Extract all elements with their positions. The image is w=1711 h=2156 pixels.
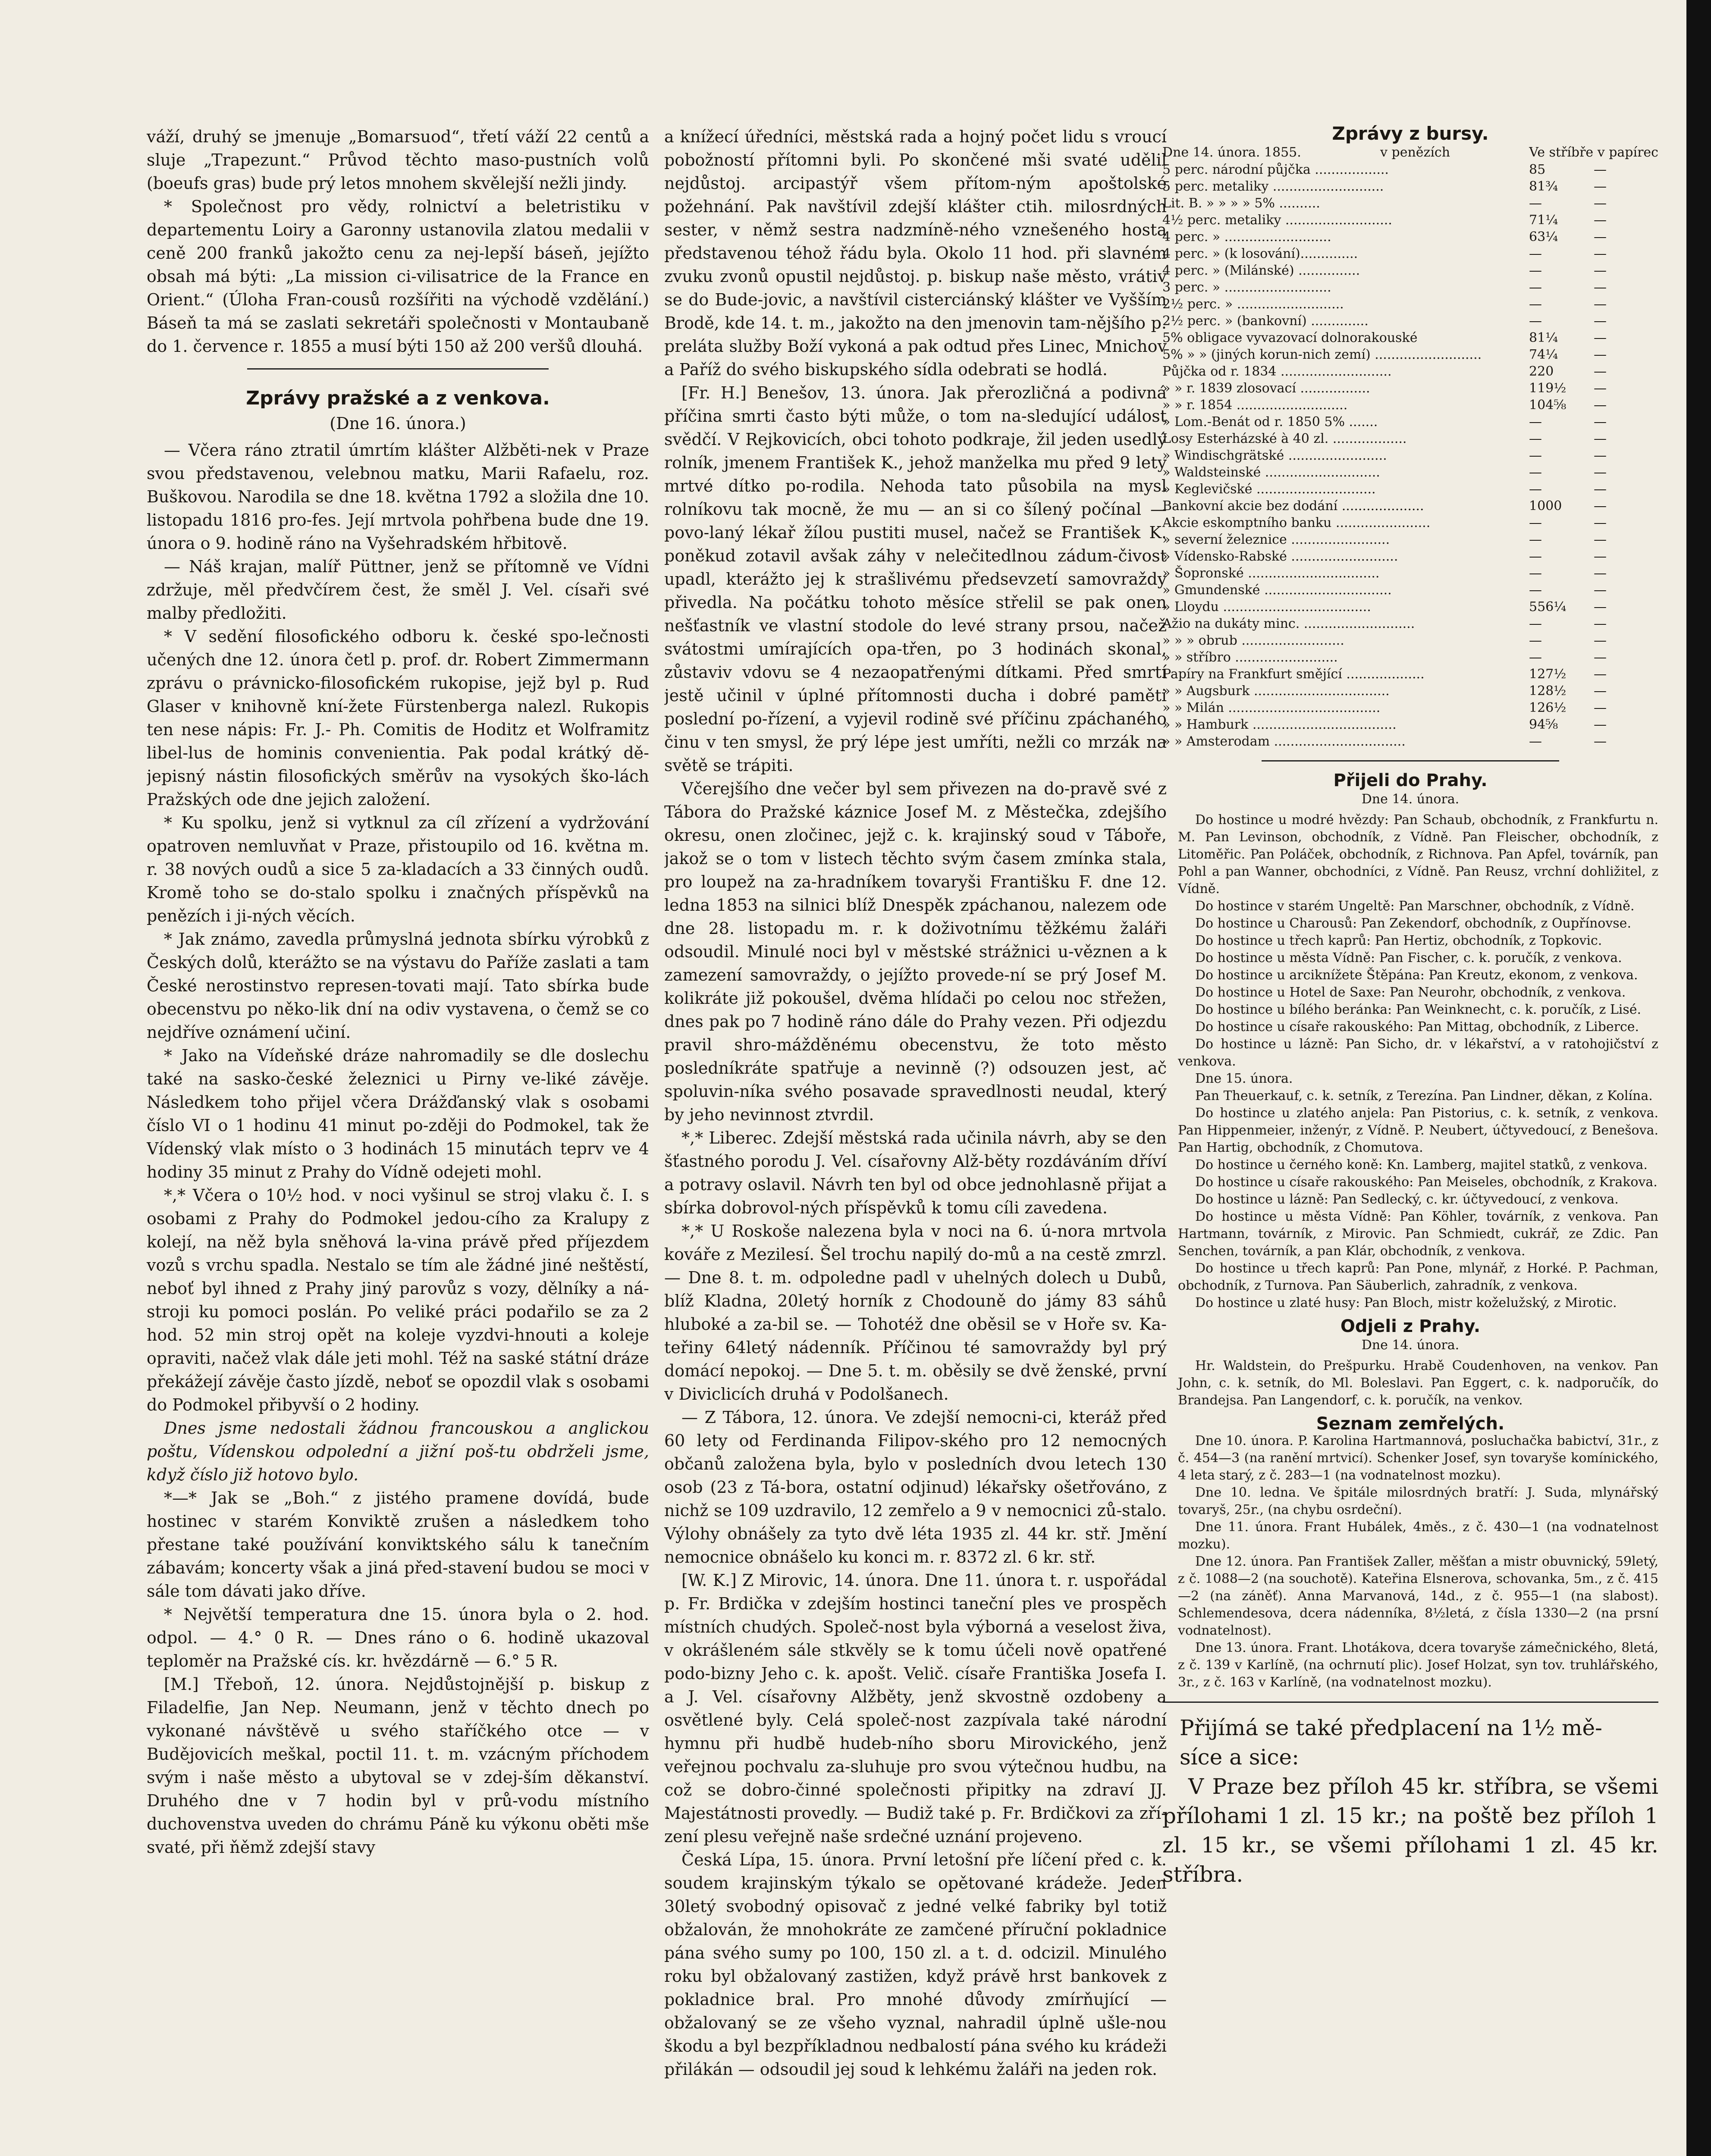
bursa-value-paper: —	[1529, 515, 1542, 530]
bursa-value-paper: —	[1529, 734, 1542, 749]
bursa-row-label: » Gmundenské ...............................	[1162, 583, 1392, 598]
bursa-value-paper: —	[1529, 482, 1542, 497]
paragraph: *—* Jak se „Boh.“ z jistého pramene dovídá, bude hostinec v starém Konviktě zrušen a následkem toho přestane také používání konviktského sálu k tanečním zábavám; koncerty však a jiná před-stavení budou se moci v sále tom dávati jako dříve.	[147, 1489, 649, 1601]
bursa-value-paper: —	[1529, 297, 1542, 312]
arrival-entry: Do hostince u Hotel de Saxe: Pan Neurohr, obchodník, z venkova.	[1195, 985, 1626, 1000]
bursa-value-paper: 127½	[1529, 667, 1567, 682]
bursa-row-label: 2½ perc. » (bankovní) ..............	[1162, 313, 1369, 329]
bursa-value-paper: 1000	[1529, 498, 1562, 514]
arrival-entry: Do hostince u třech kaprů: Pan Pone, mlynář, z Horké. P. Pachman, obchodník, z Turnova. Pan Säuberlich, zahradník, z venkova.	[1178, 1261, 1658, 1293]
bursa-row	[1162, 699, 1658, 716]
bursa-row	[1162, 262, 1658, 279]
departures-date: Dne 14. února.	[1361, 1338, 1460, 1353]
bursa-row-label: 2½ perc. » ..........................	[1162, 297, 1344, 312]
column-right	[1162, 125, 1658, 2156]
paragraph: * Ku spolku, jenž si vytknul za cíl zřízení a vydržování opatroven nemluvňat v Praze, přistoupilo od 16. května m. r. 38 nových oudů a sice 5 za-kladacích a 33 činných oudů. Kromě toho se do-stalo spolku i značných příspěvků na penězích i ji-ných věcích.	[147, 813, 649, 925]
bursa-col-paper: v penězích	[1380, 145, 1450, 160]
arrival-entry: Do hostince u lázně: Pan Sedlecký, c. kr. účtyvedoucí, z venkova.	[1195, 1192, 1619, 1207]
bursa-row	[1162, 565, 1658, 582]
bursa-value-paper: —	[1529, 650, 1542, 665]
column-left	[147, 125, 649, 2156]
bursa-row-label: » Vídensko-Rabské ..........................	[1162, 549, 1398, 564]
deaths-list	[1162, 1432, 1658, 1691]
bursa-value-paper: —	[1529, 246, 1542, 261]
bursa-value-silver: —	[1594, 465, 1607, 480]
bursa-value-paper: 81¾	[1529, 179, 1558, 194]
death-entry: Dne 10. ledna. Ve špitále milosrdných bratří: J. Suda, mlynářský tovaryš, 25r., (na chybu osrdeční).	[1178, 1485, 1658, 1517]
bursa-value-paper: —	[1529, 263, 1542, 278]
bursa-row-label: Papíry na Frankfurt smějící ...................	[1162, 667, 1425, 682]
bursa-value-silver: —	[1594, 616, 1607, 631]
arrival-entry: Do hostince u města Vídně: Pan Fischer, c. k. poručík, z venkova.	[1195, 950, 1622, 965]
bursa-row-label: Akcie eskomptního banku .......................	[1162, 515, 1431, 530]
bursa-row-label: 4 perc. » (Milánské) ...............	[1162, 263, 1360, 278]
column-middle	[664, 125, 1167, 2156]
bursa-col-silver: Ve stříbře v papírec	[1529, 145, 1658, 160]
paragraph: [M.] Třeboň, 12. února. Nejdůstojnější p. biskup z Filadelfie, Jan Nep. Neumann, jenž v těchto dnech po vykonané návštěvě u svého staříčkého otce — v Budějovicích meškal, poctil 11. t. m. vzácným příchodem svým i naše město a ubytoval se v zdej-ším děkanství. Druhého dne v 7 hodin byl v prů-vodu místního duchovenstva uveden do chrámu Páně ku výkonu oběti mše svaté, při ňěmž zdejší stavy	[147, 1675, 649, 1857]
bursa-row	[1162, 582, 1658, 599]
paragraph: *,* Liberec. Zdejší městská rada učinila návrh, aby se den šťastného porodu J. Vel. císařovny Alž-běty rozdáváním dříví a potravy oslavil. Návrh ten byl od obce jednohlasně přijat a sbírka dobrovol-ných příspěvků k tomu cíli zavedena.	[664, 1128, 1167, 1217]
bursa-value-paper: 104⅝	[1529, 398, 1567, 413]
bursa-row-label: Ažio na dukáty minc. ...........................	[1162, 616, 1415, 631]
paragraph: — Včera ráno ztratil úmrtím klášter Alžběti-nek v Praze svou představenou, velebnou matku, Marii Rafaelu, roz. Buškovou. Narodila se dne 18. května 1792 a složila dne 10. listopadu 1816 pro-fes. Její mrtvola pohřbena bude dne 19. února o 9. hodině ráno na Vyšehradském hřbitově.	[147, 441, 649, 553]
bursa-value-silver: —	[1594, 246, 1607, 261]
bursa-row-label: Lit. B. » » » » 5% ..........	[1162, 196, 1320, 211]
bursa-value-silver: —	[1594, 313, 1607, 329]
arrival-entry: Dne 15. února.	[1195, 1071, 1293, 1086]
bursa-value-paper: —	[1529, 280, 1542, 295]
paragraph: — Z Tábora, 12. února. Ve zdejší nemocni-ci, kteráž před 60 lety od Ferdinanda Filipov-ského pro 12 nemocných občanů založena byla, bylo v posledních dvou letech 130 osob (23 z Tá-bora, ostatní odjinud) lékařsky ošetřováno, z nichž se 109 uzdravilo, 12 zemřelo a 9 v nemocnici zů-stalo. Výlohy obnášely za tyto dvě léta 1935 zl. 44 kr. stř. Jmění nemocnice obnášelo ku konci m. r. 8372 zl. 6 kr. stř.	[664, 1408, 1167, 1567]
bursa-value-paper: —	[1529, 633, 1542, 648]
arrival-entry: Do hostince u zlatého anjela: Pan Pistorius, c. k. setník, z venkova. Pan Hippenmeier, inženýr, z Vídně. P. Neubert, účtyvedoucí, z Benešova. Pan Hartig, obchodník, z Chomutova.	[1178, 1106, 1658, 1155]
bursa-value-silver: —	[1594, 482, 1607, 497]
bursa-value-paper: 128½	[1529, 683, 1567, 699]
bursa-row-label: » Lom.-Benát od r. 1850 5% .......	[1162, 414, 1378, 429]
bursa-row-label: » severní železnice ........................	[1162, 532, 1390, 547]
bursa-value-silver: —	[1594, 700, 1607, 715]
paragraph: — Náš krajan, malíř Püttner, jenž se přítomně ve Vídni zdržuje, měl předvčírem čest, že směl J. Vel. císaři své malby předložiti.	[147, 557, 649, 623]
subscription-prices: V Praze bez příloh 45 kr. stříbra, se všemi přílohami 1 zl. 15 kr.; na poště bez příloh 1 zl. 15 kr., se všemi přílohami 1 zl. 45 kr. stříbra.	[1162, 1774, 1658, 1887]
bursa-value-paper: —	[1529, 448, 1542, 463]
paragraph: Česká Lípa, 15. února. První letošní pře líčení před c. k. soudem krajinským týkalo se opětované krádeže. Jeden 30letý svobodný opisovač z jedné velké fabriky byl totiž obžalován, že mnohokráte ze zamčené příruční pokladnice pána svého sumy po 100, 150 zl. a t. d. odcizil. Minulého roku byl obžalovaný zastižen, když právě hrst bankovek z pokladnice bral. Pro mnohé důvody zmírňující — obžalovaný se ze všeho vyznal, nahradil úplně ušle-nou škodu a byl bezpříkladnou nedbalostí pána svého ku krádeži přilákán — odsoudil jej soud k lehkému žaláři na jeden rok.	[664, 1850, 1167, 2079]
paragraph: * Jako na Vídeňské dráze nahromadily se dle doslechu také na sasko-české železnici u Pirny ve-liké závěje. Následkem toho přijel včera Drážďanský vlak s osobami číslo VI o 1 hodinu 41 minut po-zději do Podmokel, tak že Vídenský vlak místo o 3 hodinách 15 minutách teprv ve 4 hodiny 35 minut z Prahy do Vídně odejeti mohl.	[147, 1046, 649, 1181]
bursa-row	[1162, 649, 1658, 666]
bursa-row	[1162, 245, 1658, 262]
bursa-row	[1162, 683, 1658, 699]
paragraph: [W. K.] Z Mirovic, 14. února. Dne 11. února t. r. uspořádal p. Fr. Brdička v zdejším hostinci taneční ples ve prospěch místních chudých. Společ-nost byla výborná a veselost živa, v okrášleném sále stkvěly se k tomu účeli nově opatřené podo-bizny Jeho c. k. apošt. Velič. císaře Františka Josefa I. a J. Vel. císařovny Alžběty, jenž skvostně ozdobeny a osvětlené byly. Celá společ-nost zazpívala také národní hymnu při hudbě hudeb-ního sboru Mirovického, jenž veřejnou pochvalu za-sluhuje pro svou výtečnou hudbu, na což se dobro-činné společnosti připitky na zdraví JJ. Majestátnosti provedly. — Budiž také p. Fr. Brdičkovi za zří-zení plesu veřejně naše srdečné uznání projeveno.	[664, 1571, 1167, 1846]
bursa-value-paper: —	[1529, 616, 1542, 631]
bursa-row-label: 5% » » (jiných korun-nich zemí) ..........................	[1162, 347, 1482, 362]
bursa-value-silver: —	[1594, 549, 1607, 564]
subscription-line1: Přijímá se také předplacení na 1½ mě-	[1180, 1715, 1602, 1740]
bursa-value-paper: 85	[1529, 162, 1546, 177]
bursa-row	[1162, 195, 1658, 212]
paragraph: *,* Včera o 10½ hod. v noci vyšinul se stroj vlaku č. I. s osobami z Prahy do Podmokel jedou-cího za Kralupy z kolejí, na něž byla sněhová la-vina právě před příjezdem vozů s vrchu spadla. Nestalo se tím ale žádné jiné neštěstí, neboť byl ihned z Prahy jiný parovůz s vozy, dělníky a ná-stroji ku pomoci poslán. Po veliké práci podařilo se za 2 hod. 52 min stroj opět na koleje vyzdvi-hnouti a koleje opraviti, načež vlak dále jeti mohl. Též na saské státní dráze překážejí závěje často jízdě, neboť se opozdil vlak s osobami do Podmokel přibyvší o 2 hodiny.	[147, 1186, 649, 1414]
bursa-value-paper: —	[1529, 414, 1542, 429]
death-entry: Dne 11. února. Frant Hubálek, 4měs., z č. 430—1 (na vodnatelnost mozku).	[1178, 1520, 1658, 1552]
bursa-value-paper: —	[1529, 549, 1542, 564]
bursa-value-silver: —	[1594, 263, 1607, 278]
bursa-row	[1162, 178, 1658, 195]
bursa-row	[1162, 296, 1658, 313]
bursa-row-label: Losy Esterházské à 40 zl. ..................	[1162, 431, 1407, 446]
bursa-row	[1162, 666, 1658, 683]
death-entry: Dne 13. února. Frant. Lhotákova, dcera tovaryše zámečnického, 8letá, z č. 139 v Karlíně, (na ochrnutí plic). Josef Holzat, syn tov. truhlářského, 3r., z č. 163 v Karlíně, (na vodnatelnost mozku).	[1178, 1640, 1658, 1690]
bursa-row-label: » » Augsburk .................................	[1162, 683, 1390, 699]
bursa-row	[1162, 212, 1658, 229]
bursa-value-silver: —	[1594, 448, 1607, 463]
bursa-header-row	[1162, 144, 1658, 161]
bursa-row	[1162, 363, 1658, 380]
bursa-row-label: » Lloydu ....................................	[1162, 599, 1371, 614]
bursa-value-silver: —	[1594, 297, 1607, 312]
bursa-row-label: » » Milán .....................................	[1162, 700, 1381, 715]
arrivals-list	[1162, 812, 1658, 1312]
bursa-value-silver: —	[1594, 532, 1607, 547]
arrival-entry: Do hostince u města Vídně: Pan Köhler, továrník, z venkova. Pan Hartmann, továrník, z Mirovic. Pan Schmiedt, cukrář, ze Zdic. Pan Senchen, továrník, a pan Klár, obchodník, z venkova.	[1178, 1209, 1658, 1259]
bursa-value-paper: —	[1529, 196, 1542, 211]
bursa-value-paper: —	[1529, 583, 1542, 598]
bursa-value-paper: 71¼	[1529, 213, 1558, 228]
bursa-value-paper: 74¼	[1529, 347, 1558, 362]
arrival-entry: Pan Theuerkauf, c. k. setník, z Terezína. Pan Lindner, děkan, z Kolína.	[1195, 1088, 1653, 1103]
bursa-value-silver: —	[1594, 398, 1607, 413]
paragraph: a knížecí úředníci, městská rada a hojný počet lidu s vroucí pobožností přítomni byli. Po skončené mši svaté udělil nejdůstoj. arcipastýř všem přítom-ným apoštolské požehnání. Pak navštívil zdejší klášter ctih. milosrdných sester, v němž sestra nadzmíně-ného vznešeného hosta představenou téhož řádu byla. Okolo 11 hod. při slavném zvuku zvonů opustil nejdůstoj. p. biskup naše město, vrátiv se do Bude-jovic, a navštívil cisterciánský klášter ve Vyšším Brodě, kde 14. t. m., jakožto na den jmenovin tam-nějšího p. preláta služby Boží vykoná a pak odtud přes Linec, Mnichov a Paříž do svého biskupského sídla odebrati se hodlá.	[664, 127, 1167, 379]
bursa-row-label: » Waldsteinské ............................	[1162, 465, 1380, 480]
bursa-row-label: » » stříbro .........................	[1162, 650, 1338, 665]
arrival-entry: Do hostince u bílého beránka: Pan Weinknecht, c. k. poručík, z Lisé.	[1195, 1002, 1642, 1017]
bursa-value-silver: —	[1594, 330, 1607, 345]
bursa-row	[1162, 447, 1658, 464]
arrival-entry: Do hostince u modré hvězdy: Pan Schaub, obchodník, z Frankfurtu n. M. Pan Levinson, obchodník, z Vídně. Pan Fleischer, obchodník, z Litoměřic. Pan Poláček, obchodník, z Richnova. Pan Apfel, továrník, pan Pohl a pan Wanner, obchodníci, z Vídně. Pan Reusz, vrchní dohližitel, z Vídně.	[1178, 812, 1658, 896]
bursa-row	[1162, 397, 1658, 414]
bursa-value-paper: 94⅝	[1529, 717, 1558, 732]
bursa-value-silver: —	[1594, 196, 1607, 211]
bursa-row-label: Bankovní akcie bez dodání ....................	[1162, 498, 1424, 514]
bursa-row	[1162, 531, 1658, 548]
paragraph: * Jak známo, zavedla průmyslná jednota sbírku výrobků z Českých dolů, kterážto se na výstavu do Paříže zaslati a tam České nerostinstvo represen-tovati mají. Tato sbírka bude obecenstvu po něko-lik dní na odiv vystavena, o čemž se co nejdříve oznámení učiní.	[147, 930, 649, 1042]
arrival-entry: Do hostince u třech kaprů: Pan Hertiz, obchodník, z Topkovic.	[1195, 933, 1602, 948]
bursa-value-silver: —	[1594, 347, 1607, 362]
bursa-value-silver: —	[1594, 229, 1607, 244]
bursa-value-silver: —	[1594, 650, 1607, 665]
bursa-row-label: 3 perc. » ..........................	[1162, 280, 1331, 295]
bursa-value-silver: —	[1594, 566, 1607, 581]
subscription-line2: síce a sice:	[1180, 1745, 1299, 1770]
bursa-row-label: » Keglevičské .............................	[1162, 482, 1376, 497]
arrivals-date: Dne 14. února.	[1361, 792, 1460, 807]
bursa-row	[1162, 329, 1658, 346]
paragraph: * Společnost pro vědy, rolnictví a beletristiku v departementu Loiry a Garonny ustanovila zlatou medalii v ceně 200 franků jakožto cenu za nej-lepší báseň, jejížto obsah má býti: „La mission ci-vilisatrice de la France en Orient.“ (Úloha Fran-cousů rozšířiti na východě vzdělání.) Báseň ta má se zaslati sekretáři společnosti v Montaubaně do 1. července r. 1855 a musí býti 150 až 200 veršů dlouhá.	[147, 197, 649, 356]
bursa-value-paper: 556¼	[1529, 599, 1567, 614]
bursa-row	[1162, 279, 1658, 296]
bursa-row	[1162, 632, 1658, 649]
bursa-row-label: 4 perc. » (k losování)..............	[1162, 246, 1358, 261]
arrival-entry: Do hostince u arciknížete Štěpána: Pan Kreutz, ekonom, z venkova.	[1195, 968, 1638, 983]
bursa-value-silver: —	[1594, 280, 1607, 295]
bursa-value-silver: —	[1594, 583, 1607, 598]
bursa-value-silver: —	[1594, 431, 1607, 446]
paragraph: *,* U Roskoše nalezena byla v noci na 6. ú-nora mrtvola kováře z Mezilesí. Šel trochu napilý do-mů a na cestě zmrzl. — Dne 8. t. m. odpoledne padl v uhelných dolech u Dubů, blíž Kladna, 20letý horník z Chodouně do jámy 83 sáhů hluboké a za-bil se. — Tohotéž dne oběsil se v Hoře sv. Ka-teřiny 64letý nádenník. Příčinou té samovraždy byl prý domácí nepokoj. — Dne 5. t. m. oběsily se dvě ženské, první v Diviclicích druhá v Podolšanech.	[664, 1222, 1167, 1404]
bursa-value-paper: 63¼	[1529, 229, 1558, 244]
section-rule	[1262, 760, 1559, 761]
arrival-entry: Do hostince u lázně: Pan Sicho, dr. v lékařství, a v ratohojičství z venkova.	[1178, 1037, 1658, 1069]
section-rule	[1162, 1702, 1658, 1703]
bursa-row-label: » » r. 1854 ...........................	[1162, 398, 1348, 413]
bursa-row	[1162, 161, 1658, 178]
bursa-value-paper: 220	[1529, 364, 1554, 379]
bursa-value-silver: —	[1594, 633, 1607, 648]
bursa-row	[1162, 464, 1658, 481]
bursa-value-paper: 119½	[1529, 381, 1567, 396]
bursa-row	[1162, 498, 1658, 514]
section-rule	[247, 368, 549, 370]
bursa-value-silver: —	[1594, 734, 1607, 749]
bursa-value-silver: —	[1594, 498, 1607, 514]
bursa-row-label: 4 perc. » ..........................	[1162, 229, 1331, 244]
section-date: (Dne 16. února.)	[330, 414, 466, 433]
bursa-value-paper: —	[1529, 532, 1542, 547]
bursa-value-silver: —	[1594, 162, 1607, 177]
bursa-row	[1162, 548, 1658, 565]
bursa-row	[1162, 716, 1658, 733]
bursa-value-silver: —	[1594, 414, 1607, 429]
bursa-date: Dne 14. února. 1855.	[1162, 145, 1301, 160]
bursa-row	[1162, 430, 1658, 447]
bursa-row-label: » » » obrub .........................	[1162, 633, 1344, 648]
bursa-row	[1162, 229, 1658, 245]
bursa-row	[1162, 481, 1658, 498]
bursa-value-silver: —	[1594, 717, 1607, 732]
arrival-entry: Do hostince u černého koně: Kn. Lamberg, majitel statků, z venkova.	[1195, 1157, 1648, 1172]
paragraph: * Největší temperatura dne 15. února byla o 2. hod. odpol. — 4.° 0 R. — Dnes ráno o 6. hodině ukazoval teploměr na Pražské cís. kr. hvězdárně — 6.° 5 R.	[147, 1605, 649, 1670]
bursa-value-paper: —	[1529, 313, 1542, 329]
bursa-value-silver: —	[1594, 381, 1607, 396]
page-edge-shadow	[1686, 0, 1711, 2156]
bursa-row-label: » Windischgrätské ........................	[1162, 448, 1387, 463]
bursa-row-label: 4½ perc. metaliky ..........................	[1162, 213, 1392, 228]
bursa-row	[1162, 313, 1658, 329]
departures-text: Hr. Waldstein, do Prešpurku. Hrabě Coudenhoven, na venkov. Pan John, c. k. setník, do Ml. Boleslavi. Pan Eggert, c. k. nadporučík, do Brandejsa. Pan Langendorf, c. k. poručík, na venkov.	[1178, 1358, 1658, 1408]
bursa-row	[1162, 380, 1658, 397]
arrival-entry: Do hostince u zlaté husy: Pan Bloch, mistr koželužský, z Mirotic.	[1195, 1295, 1617, 1310]
bursa-row-label: » » r. 1839 zlosovací .................	[1162, 381, 1370, 396]
death-entry: Dne 12. února. Pan František Zaller, měšťan a mistr obuvnický, 59letý, z č. 1088—2 (na souchotě). Kateřina Elsnerova, schovanka, 5m., z č. 415—2 (na záněť). Anna Marvanová, 14d., z č. 955—1 (na slabost). Schlemendesova, dcera nádenníka, 8½letá, z čísla 1330—2 (na prsní vodnatelnost).	[1178, 1554, 1658, 1638]
arrival-entry: Do hostince u Charousů: Pan Zekendorf, obchodník, z Oupřínovse.	[1195, 916, 1631, 931]
bursa-row-label: » Šopronské ................................	[1162, 566, 1380, 581]
bursa-value-silver: —	[1594, 179, 1607, 194]
departures-title: Odjeli z Prahy.	[1340, 1316, 1481, 1336]
arrival-entry: Do hostince v starém Ungeltě: Pan Marschner, obchodník, z Vídně.	[1195, 899, 1635, 914]
bursa-table	[1162, 161, 1658, 750]
paragraph: Dnes jsme nedostali žádnou francouskou a anglickou poštu, Vídenskou odpolední a jižní poš-tu obdrželi jsme, když číslo již hotovo bylo.	[147, 1419, 649, 1484]
arrival-entry: Do hostince u císaře rakouského: Pan Meiseles, obchodník, z Krakova.	[1195, 1175, 1658, 1190]
bursa-row	[1162, 514, 1658, 531]
bursa-row-label: » » Amsterodam ................................	[1162, 734, 1406, 749]
bursa-value-paper: 81¼	[1529, 330, 1558, 345]
arrivals-title: Přijeli do Prahy.	[1333, 771, 1488, 790]
bursa-value-silver: —	[1594, 683, 1607, 699]
bursa-row-label: 5 perc. národní půjčka ..................	[1162, 162, 1389, 177]
bursa-value-paper: 126½	[1529, 700, 1567, 715]
bursa-value-silver: —	[1594, 364, 1607, 379]
bursa-row	[1162, 599, 1658, 615]
deaths-title: Seznam zemřelých.	[1316, 1414, 1505, 1434]
paragraph: [Fr. H.] Benešov, 13. února. Jak přerozličná a podivná příčina smrti často býti může, o tom na-sledující událost svědčí. V Rejkovicích, obci tohoto podkraje, žil jeden usedlý rolník, jmenem František K., jehož manželka mu před 9 lety mrtvé dítko po-rodila. Nehoda tato působila na mysl rolníkovu tak mocně, že mu — an si co šílený počínal — povo-laný lékař žílou pustiti musel, načež se František K. poněkud zotavil avšak záhy v nelečitedlnou zádum-čivost upadl, kterážto jej k strašlivému předsevzetí samovraždy přivedla. Na počátku tohoto měsíce střelil se pak onen nešťastník ve vlastní stodole do levé strany prsou, načež svátostmi umírajících opa-třen, po 3 hodinách skonal, zůstaviv vdovu se 4 nezaopatřenými dítkami. Před smrtí jestě učinil v úplné přítomnosti ducha i dobré paměti poslední po-řízení, a vyjevil rodině své příčinu zpáchaného činu v ten smysl, že prý lépe jest umříti, nežli co mrzák na světě se trápiti.	[664, 383, 1167, 775]
bursa-value-paper: —	[1529, 431, 1542, 446]
bursa-value-silver: —	[1594, 515, 1607, 530]
bursa-row-label: 5 perc. metaliky ...........................	[1162, 179, 1384, 194]
bursa-row	[1162, 733, 1658, 750]
bursa-row-label: Půjčka od r. 1834 ...........................	[1162, 364, 1392, 379]
death-entry: Dne 10. února. P. Karolina Hartmannová, posluchačka babictví, 31r., z č. 454—3 (na ranění mrtvicí). Schenker Josef, syn tovaryše komínického, 4 leta starý, z č. 283—1 (na vodnatelnost mozku).	[1178, 1433, 1658, 1483]
section-heading-prague-news: Zprávy pražské a z venkova.	[246, 387, 550, 409]
arrival-entry: Do hostince u císaře rakouského: Pan Mittag, obchodník, z Liberce.	[1195, 1019, 1639, 1034]
bursa-row-label: » » Hamburk ...................................	[1162, 717, 1397, 732]
bursa-title: Zprávy z bursy.	[1332, 125, 1489, 144]
bursa-row	[1162, 615, 1658, 632]
bursa-value-silver: —	[1594, 667, 1607, 682]
bursa-row-label: 5% obligace vyvazovací dolnorakouské	[1162, 330, 1418, 345]
bursa-row	[1162, 346, 1658, 363]
paragraph: Včerejšího dne večer byl sem přivezen na do-pravě své z Tábora do Pražské káznice Josef M. z Městečka, zdejšího okresu, onen zločinec, jejž c. k. krajinský soud v Táboře, jakož se o tom v listech těchto svým časem zmínka stala, pro loupež na za-hradníkem tovaryši Františku F. dne 12. ledna 1853 na silnici blíž Dnespěk zpáchanou, nalezem ode dne 28. listopadu m. r. k doživotnímu těžkému žaláři odsoudil. Minulé noci byl v městské strážnici u-věznen a k zamezení samovraždy, o jejížto provede-ní se prý Josef M. kolikráte již pokoušel, dvěma hlídači po celou noc střežen, dnes pak po 7 hodině ráno dále do Prahy vezen. Při odjezdu pravil shro-mážděnému obecenstvu, že toto město posledníkráte spatřuje a nevinně (?) odsouzen jest, ač spoluvin-níka svého posavade spravedlnosti neudal, který by jeho nevinnost ztvrdil.	[664, 779, 1167, 1124]
paragraph: * V sedění filosofického odboru k. české spo-lečnosti učených dne 12. února četl p. prof. dr. Robert Zimmermann zprávu o právnicko-filosofickém rukopise, jejž byl p. Rud Glaser v knihovně kní-žete Fürstenberga nalezl. Rukopis ten nese nápis: Fr. J.- Ph. Comitis de Hoditz et Wolframitz libel-lus de hominis convenientia. Pak podal krátký dě-jepisný nástin filosofických směrův na vysokých ško-lách Pražských ode dne jejich založení.	[147, 627, 649, 809]
bursa-value-silver: —	[1594, 599, 1607, 614]
paragraph: váží, druhý se jmenuje „Bomarsuod“, třetí váží 22 centů a sluje „Trapezunt.“ Průvod těchto maso-pustních volů (boeufs gras) bude prý letos mnohem skvělejší nežli jindy.	[147, 127, 649, 193]
bursa-value-silver: —	[1594, 213, 1607, 228]
bursa-row	[1162, 414, 1658, 430]
bursa-value-paper: —	[1529, 465, 1542, 480]
bursa-value-paper: —	[1529, 566, 1542, 581]
